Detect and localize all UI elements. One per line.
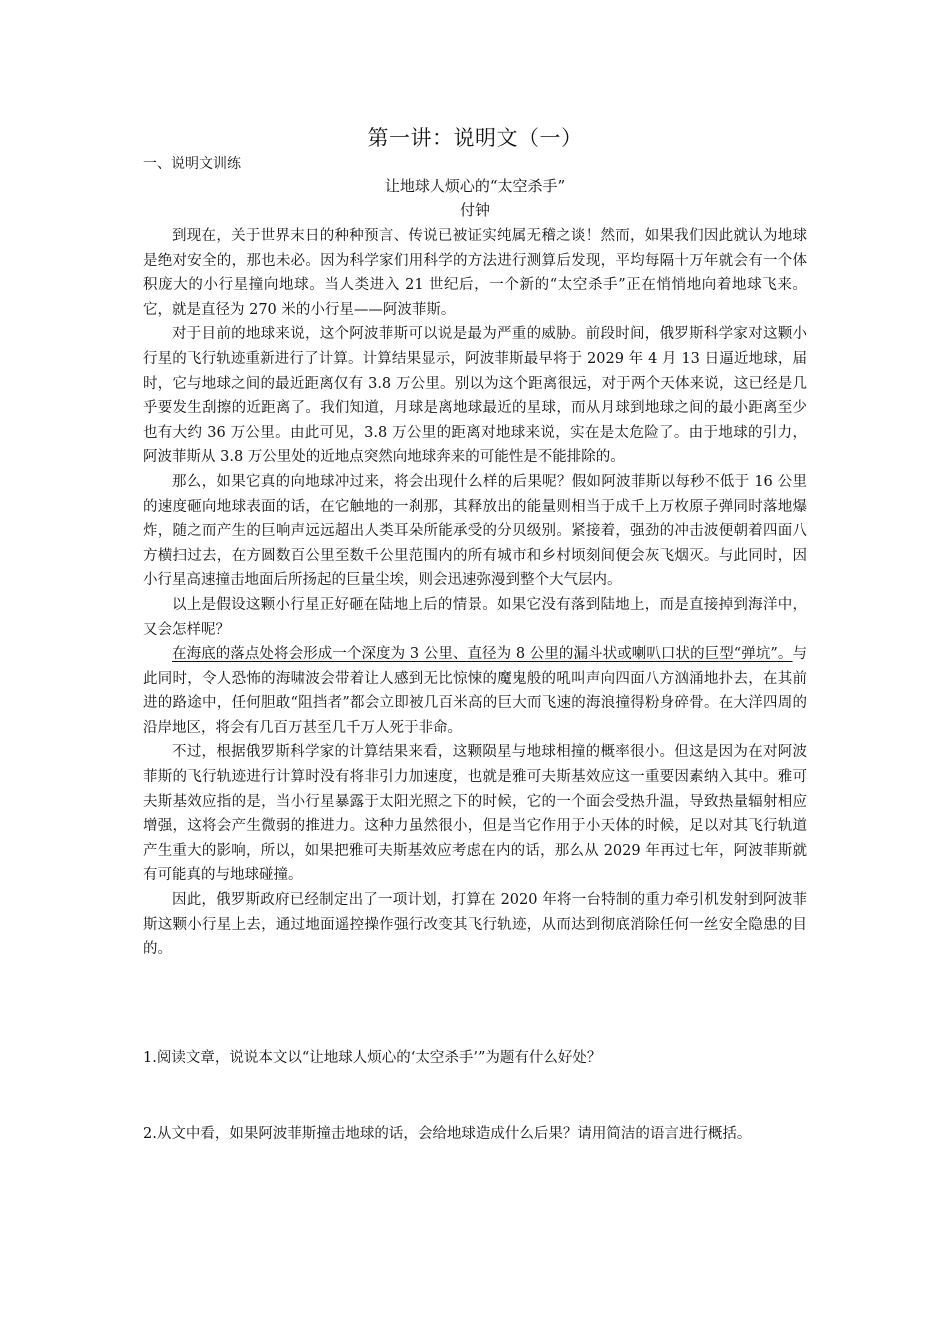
paragraph-6: 不过，根据俄罗斯科学家的计算结果来看，这颗陨星与地球相撞的概率很小。但这是因为在对阿波菲斯的飞行轨迹进行计算时没有将非引力加速度，也就是雅可夫斯基效应这一重要因素纳入其中。雅可夫斯基效应指的是，当小行星暴露于太阳光照之下的时候，它的一个面会受热升温，导致热量辐射相应增强，这将会产生微弱的推进力。这种力虽然很小，但是当它作用于小天体的时候，足以对其飞行轨道产生重大的影响，所以，如果把雅可夫斯基效应考虑在内的话，那么从 2029 年再过七年，阿波菲斯就有可能真的与地球碰撞。: [143, 744, 807, 884]
document-title: 第一讲：说明文（一）: [367, 126, 583, 150]
article-author: 付钟: [459, 201, 490, 219]
question-1: 1.阅读文章，说说本文以“让地球人烦心的‘太空杀手’”为题有什么好处？: [143, 1050, 602, 1066]
paragraph-3: 那么，如果它真的向地球冲过来，将会出现什么样的后果呢？假如阿波菲斯以每秒不低于 16 公里的速度砸向地球表面的话，在它触地的一刹那，其释放出的能量则相当于成千上万枚原子弹同时落地爆炸，随之而产生的巨响声远远超出人类耳朵所能承受的分贝级别。紧接着，强劲的冲击波便朝着四面八方横扫过去，在方圆数百公里至数千公里范围内的所有城市和乡村顷刻间便会灰飞烟灭。与此同时，因小行星高速撞击地面后所扬起的巨量尘埃，则会迅速弥漫到整个大气层内。: [143, 473, 807, 589]
paragraph-5: [143, 642, 807, 740]
section-heading: 一、说明文训练: [143, 156, 241, 172]
question-2: 2.从文中看，如果阿波菲斯撞击地球的话，会给地球造成什么后果？请用简洁的语言进行概括。: [143, 1126, 752, 1142]
paragraph-5-rest: 与此同时，令人恐怖的海啸波会带着让人感到无比惊悚的魔鬼般的吼叫声向四面八方汹涌地扑去，在其前进的路途中，任何胆敢“阻挡者”都会立即被几百米高的巨大而飞速的海浪撞得粉身碎骨。在大洋四周的沿岸地区，将会有几百万甚至几千万人死于非命。: [143, 646, 807, 736]
article-body: [143, 224, 807, 962]
paragraph-1: 到现在，关于世界末日的种种预言、传说已被证实纯属无稽之谈！然而，如果我们因此就认为地球是绝对安全的，那也未必。因为科学家们用科学的方法进行测算后发现，平均每隔十万年就会有一个体积庞大的小行星撞向地球。当人类进入 21 世纪后，一个新的“太空杀手”正在悄悄地向着地球飞来。它，就是直径为 270 米的小行星——阿波菲斯。: [143, 228, 807, 318]
paragraph-4: 以上是假设这颗小行星正好砸在陆地上后的情景。如果它没有落到陆地上，而是直接掉到海洋中，又会怎样呢？: [143, 596, 807, 638]
underlined-sentence: 在海底的落点处将会形成一个深度为 3 公里、直径为 8 公里的漏斗状或喇叭口状的巨型“弹坑”。: [172, 646, 793, 663]
article-title: 让地球人烦心的“太空杀手”: [384, 177, 566, 195]
paragraph-2: 对于目前的地球来说，这个阿波菲斯可以说是最为严重的威胁。前段时间，俄罗斯科学家对这颗小行星的飞行轨迹重新进行了计算。计算结果显示，阿波菲斯最早将于 2029 年 4 月 13 日逼近地球，届时，它与地球之间的最近距离仅有 3.8 万公里。别以为这个距离很远，对于两个天体来说，这已经是几乎要发生刮擦的近距离了。我们知道，月球是离地球最近的星球，而从月球到地球之间的最小距离至少也有大约 36 万公里。由此可见，3.8 万公里的距离对地球来说，实在是太危险了。由于地球的引力，阿波菲斯从 3.8 万公里处的近地点突然向地球奔来的可能性是不能排除的。: [143, 326, 807, 466]
paragraph-7: 因此，俄罗斯政府已经制定出了一项计划，打算在 2020 年将一台特制的重力牵引机发射到阿波菲斯这颗小行星上去，通过地面遥控操作强行改变其飞行轨迹，从而达到彻底消除任何一丝安全隐患的目的。: [143, 892, 807, 958]
